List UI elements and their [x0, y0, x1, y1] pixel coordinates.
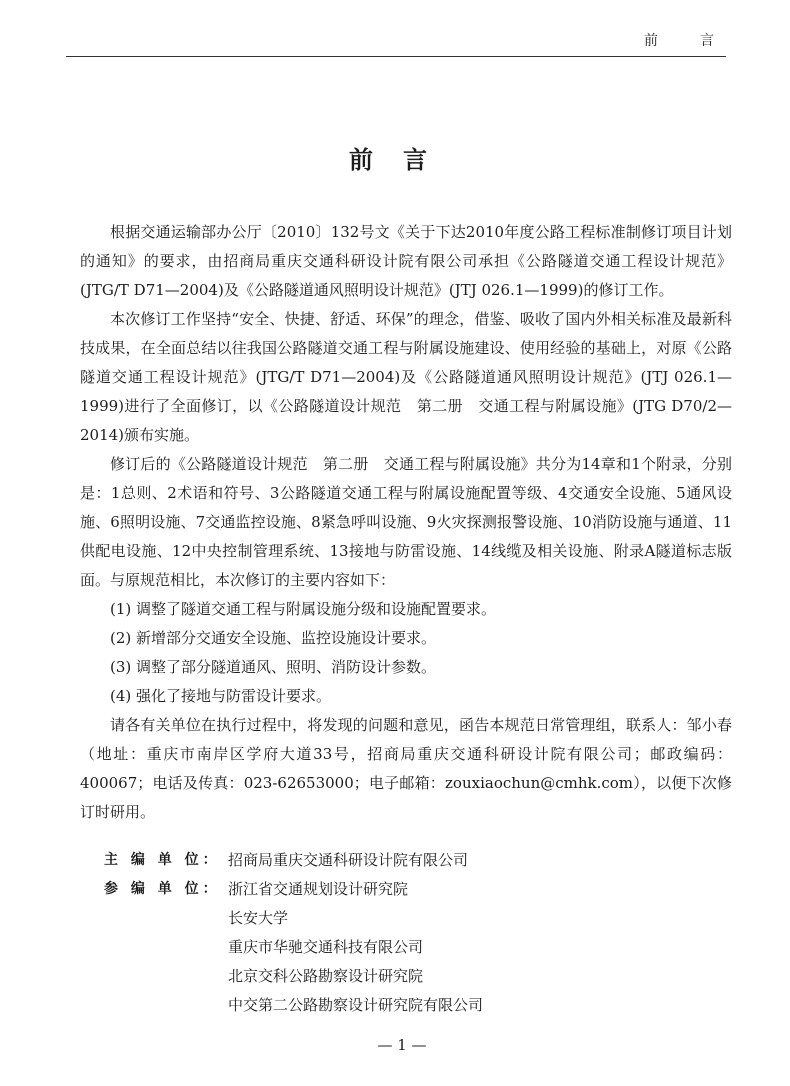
list-item: (1) 调整了隧道交通工程与附属设施分级和设施配置要求。	[110, 600, 497, 618]
page-number: — 1 —	[377, 1036, 427, 1054]
editor-label: 主 编 单 位：	[104, 852, 221, 868]
paragraph-structure: 修订后的《公路隧道设计规范 第二册 交通工程与附属设施》共分为14章和1个附录，分别是：1总则、2术语和符号、3公路隧道交通工程与附属设施配置等级、4交通安全设施、5通风设施、6照明设施、7交通监控设施、8紧急呼叫设施、9火灾探测报警设施、10消防设施与通道、11供配电设施、12中央控制管理系统、13接地与防雷设施、14线缆及相关设施、附录A隧道标志版面。与原规范相比，本次修订的主要内容如下：	[80, 455, 732, 589]
preface-body	[80, 218, 732, 827]
participant-unit: 长安大学	[228, 909, 289, 927]
list-item: (2) 新增部分交通安全设施、监控设施设计要求。	[110, 629, 437, 647]
participant-unit: 重庆市华驰交通科技有限公司	[228, 938, 424, 956]
paragraph-background: 根据交通运输部办公厅〔2010〕132号文《关于下达2010年度公路工程标准制修订项目计划的通知》的要求，由招商局重庆交通科研设计院有限公司承担《公路隧道交通工程设计规范》(JTG/T D71—2004)及《公路隧道通风照明设计规范》(JTJ 026.1—1999)的修订工作。	[80, 223, 732, 299]
credits-block	[104, 846, 483, 1020]
editor-unit: 招商局重庆交通科研设计院有限公司	[228, 851, 469, 869]
participants-row	[104, 875, 483, 1020]
header-rule	[66, 56, 726, 57]
editor-row	[104, 846, 483, 875]
participant-unit: 中交第二公路勘察设计研究院有限公司	[228, 996, 484, 1014]
participant-unit: 浙江省交通规划设计研究院	[228, 880, 409, 898]
paragraph-contact: 请各有关单位在执行过程中，将发现的问题和意见，函告本规范日常管理组，联系人：邹小春（地址：重庆市南岸区学府大道33号，招商局重庆交通科研设计院有限公司；邮政编码：400067；电话及传真：023-62653000；电子邮箱：zouxiaochun@cmhk.com），以便下次修订时研用。	[80, 716, 732, 821]
page-title: 前言	[349, 146, 457, 174]
list-item: (3) 调整了部分隧道通风、照明、消防设计参数。	[110, 658, 437, 676]
participants-list	[228, 875, 483, 1020]
participant-unit: 北京交科公路勘察设计研究院	[228, 967, 424, 985]
paragraph-principles: 本次修订工作坚持“安全、快捷、舒适、环保”的理念，借鉴、吸收了国内外相关标准及最新科技成果，在全面总结以往我国公路隧道交通工程与附属设施建设、使用经验的基础上，对原《公路隧道交通工程设计规范》(JTG/T D71—2004)及《公路隧道通风照明设计规范》(JTJ 026.1—1999)进行了全面修订，以《公路隧道设计规范 第二册 交通工程与附属设施》(JTG D70/2—2014)颁布实施。	[80, 310, 732, 444]
running-header: 前 言	[644, 33, 728, 49]
participants-label: 参 编 单 位：	[104, 881, 221, 897]
list-item: (4) 强化了接地与防雷设计要求。	[110, 687, 332, 705]
